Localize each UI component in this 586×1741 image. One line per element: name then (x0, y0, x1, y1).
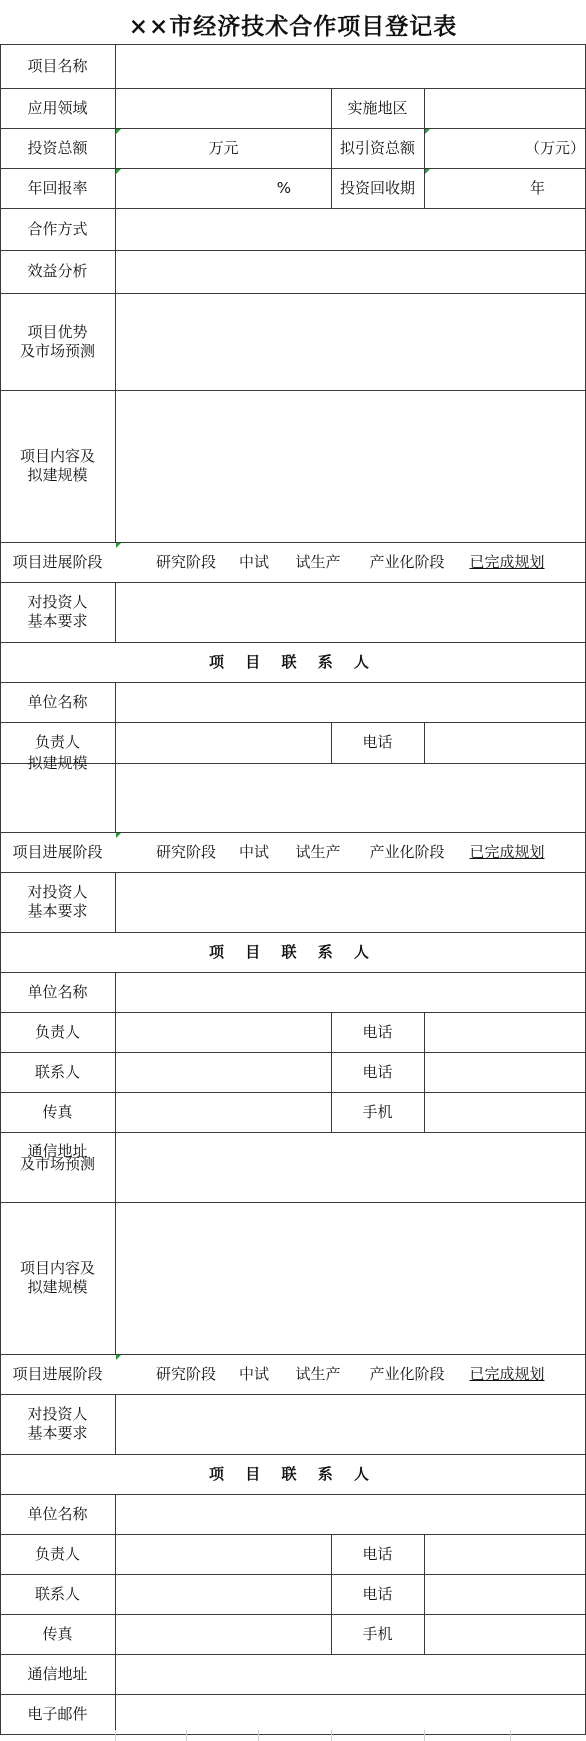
stage-option-industrial[interactable]: 产业化阶段 (369, 552, 445, 571)
attract-investment-unit[interactable]: （万元） (524, 138, 585, 157)
phone-input[interactable] (425, 1535, 585, 1574)
contact-person-input[interactable] (116, 1053, 331, 1092)
label-advantage (0, 293, 115, 390)
stage-option-research[interactable]: 研究阶段 (155, 552, 216, 571)
section-contact-title: 项 目 联 系 人 (209, 1464, 377, 1483)
label-unit-name: 单位名称 (27, 982, 88, 1001)
mobile-input[interactable] (425, 1615, 585, 1654)
advantage-input[interactable] (116, 294, 585, 390)
requirements-input[interactable] (116, 1395, 585, 1454)
content-input[interactable] (116, 391, 585, 542)
label-attract-investment: 拟引资总额 (339, 138, 415, 157)
label-unit-name: 单位名称 (27, 692, 88, 711)
content-input[interactable] (116, 1203, 585, 1354)
fax-input[interactable] (116, 1093, 331, 1132)
label-address-stack (0, 1134, 115, 1174)
label-annual-return: 年回报率 (27, 178, 88, 197)
stage-option-industrial[interactable]: 产业化阶段 (369, 842, 445, 861)
label-phone-2: 电话 (362, 1062, 393, 1081)
requirements-input[interactable] (116, 583, 585, 642)
label-content-line2: 拟建规模 (27, 466, 88, 484)
fragment-content-input[interactable] (116, 764, 585, 832)
label-contact-person: 联系人 (34, 1062, 80, 1081)
cell-marker (116, 833, 121, 838)
stage-option-research[interactable]: 研究阶段 (155, 1364, 216, 1383)
label-mobile: 手机 (362, 1624, 393, 1643)
address-input[interactable] (116, 1655, 585, 1694)
leader-input[interactable] (116, 723, 331, 763)
stage-option-planned[interactable]: 已完成规划 (469, 552, 545, 571)
address-input[interactable] (116, 1133, 585, 1202)
stage-option-pilot[interactable]: 中试 (238, 552, 269, 571)
stage-option-planned[interactable]: 已完成规划 (469, 842, 545, 861)
phone-2-input[interactable] (425, 1575, 585, 1614)
stage-option-pilot[interactable]: 中试 (238, 842, 269, 861)
label-leader: 负责人 (34, 1022, 80, 1041)
label-leader: 负责人 (34, 733, 80, 751)
requirements-input[interactable] (116, 873, 585, 932)
grid-line (0, 1734, 586, 1735)
label-total-investment: 投资总额 (27, 138, 88, 157)
label-advantage-line2: 及市场预测 (19, 341, 95, 360)
location-input[interactable] (425, 89, 585, 128)
stage-option-industrial[interactable]: 产业化阶段 (369, 1364, 445, 1383)
label-requirements-line1: 对投资人 (27, 883, 88, 901)
fax-input[interactable] (116, 1615, 331, 1654)
label-mobile: 手机 (362, 1102, 393, 1121)
label-scale-fragment (0, 754, 115, 774)
unit-name-input[interactable] (116, 1495, 585, 1534)
label-stage: 项目进展阶段 (12, 1364, 103, 1383)
label-stage: 项目进展阶段 (12, 842, 103, 861)
label-requirements (0, 872, 115, 932)
label-content-line1: 项目内容及 (19, 447, 95, 465)
label-scale-fragment-text: 拟建规模 (27, 754, 88, 772)
cell-marker (116, 543, 121, 548)
cell-marker (116, 1355, 121, 1360)
label-fax: 传真 (42, 1102, 73, 1121)
form-title: ××市经济技术合作项目登记表 (128, 12, 458, 40)
label-address: 通信地址 (27, 1142, 88, 1160)
leader-input[interactable] (116, 1535, 331, 1574)
phone-input[interactable] (425, 1013, 585, 1052)
mobile-input[interactable] (425, 1093, 585, 1132)
stage-option-pilot[interactable]: 中试 (238, 1364, 269, 1383)
unit-name-input[interactable] (116, 683, 585, 722)
label-requirements-line2: 基本要求 (27, 612, 88, 630)
email-input[interactable] (116, 1695, 585, 1734)
contact-person-input[interactable] (116, 1575, 331, 1614)
project-name-field[interactable] (116, 45, 585, 88)
stage-option-planned[interactable]: 已完成规划 (469, 1364, 545, 1383)
label-stage: 项目进展阶段 (12, 552, 103, 571)
benefit-analysis-input[interactable] (116, 251, 585, 293)
label-requirements-line1: 对投资人 (27, 593, 88, 611)
label-phone: 电话 (362, 733, 393, 751)
unit-name-input[interactable] (116, 973, 585, 1012)
label-leader: 负责人 (34, 1544, 80, 1563)
label-content-line2: 拟建规模 (27, 1278, 88, 1296)
label-location: 实施地区 (347, 98, 408, 117)
label-cooperation-mode: 合作方式 (27, 219, 88, 238)
label-advantage-line1: 项目优势 (27, 322, 88, 341)
label-benefit-analysis: 效益分析 (27, 262, 88, 280)
label-phone-2: 电话 (362, 1584, 393, 1603)
cooperation-mode-input[interactable] (116, 209, 585, 250)
stage-option-trial[interactable]: 试生产 (295, 842, 341, 861)
label-phone: 电话 (362, 1544, 393, 1563)
annual-return-unit[interactable]: % (276, 178, 291, 197)
application-field-input[interactable] (116, 89, 331, 128)
total-investment-unit[interactable]: 万元 (208, 138, 239, 157)
label-requirements (0, 582, 115, 642)
label-application-field: 应用领域 (27, 98, 88, 117)
label-content (0, 390, 115, 542)
label-requirements (0, 1394, 115, 1454)
stage-option-trial[interactable]: 试生产 (295, 1364, 341, 1383)
label-forecast-fragment-wrap (0, 1155, 115, 1173)
label-unit-name: 单位名称 (27, 1504, 88, 1523)
label-address: 通信地址 (27, 1664, 88, 1683)
leader-input[interactable] (116, 1013, 331, 1052)
label-phone: 电话 (362, 1022, 393, 1041)
stage-option-trial[interactable]: 试生产 (295, 552, 341, 571)
section-contact-title: 项 目 联 系 人 (209, 942, 377, 961)
phone-input[interactable] (425, 723, 585, 763)
label-requirements-line2: 基本要求 (27, 1424, 88, 1442)
label-forecast-fragment: 及市场预测 (19, 1155, 95, 1173)
payback-period-unit[interactable]: 年 (529, 178, 545, 197)
label-requirements-line1: 对投资人 (27, 1405, 88, 1423)
label-requirements-line2: 基本要求 (27, 902, 88, 920)
section-contact-title: 项 目 联 系 人 (209, 652, 377, 671)
label-email: 电子邮件 (27, 1704, 88, 1723)
label-content (0, 1202, 115, 1354)
phone-2-input[interactable] (425, 1053, 585, 1092)
stage-option-research[interactable]: 研究阶段 (155, 842, 216, 861)
label-fax: 传真 (42, 1624, 73, 1643)
label-content-line1: 项目内容及 (19, 1259, 95, 1277)
label-project-name: 项目名称 (27, 56, 88, 75)
label-contact-person: 联系人 (34, 1584, 80, 1603)
label-payback-period: 投资回收期 (339, 178, 415, 197)
